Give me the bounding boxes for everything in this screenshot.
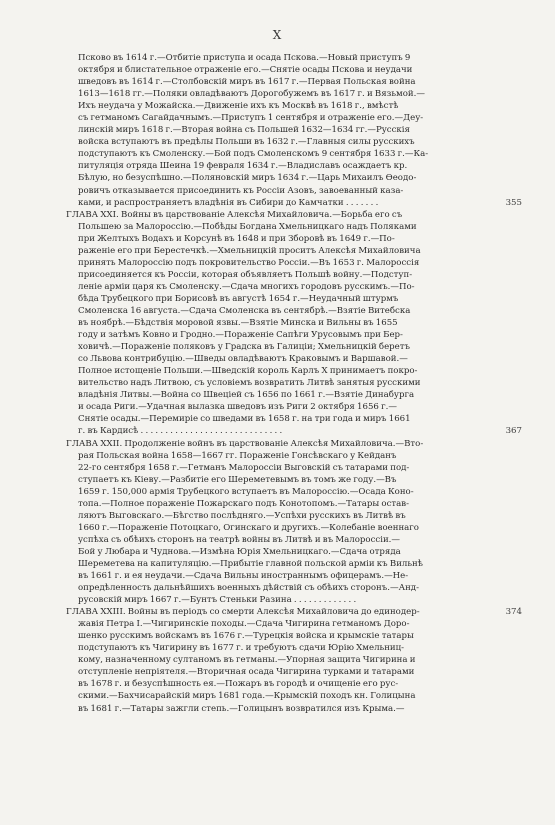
toc-line: 1659 г. 150,000 армія Трубецкого вступаетъ въ Малороссію.—Осада Коно- xyxy=(78,486,414,497)
toc-line: ровичъ отказывается присоединить къ Россіи Азовъ, завоеванный каза- xyxy=(78,185,404,196)
chapter-heading: ГЛАВА XXIII. Войны въ періодъ со смерти Алексѣя Михайловича до единодер- xyxy=(66,607,420,618)
toc-line: Бѣлую, но безуспѣшно.—Поляновскій миръ 1634 г.—Царь Михаилъ Ѳеодо- xyxy=(78,173,417,184)
chapter-heading: ГЛАВА XXI. Войны въ царствованіе Алексѣя Михайловича.—Борьба его съ xyxy=(66,209,403,220)
toc-line: принять Малороссію подъ покровительство Россіи.—Въ 1653 г. Малороссія xyxy=(78,257,420,268)
toc-line: бѣда Трубецкого при Борисовѣ въ августѣ 1654 г.—Неудачный штурмъ xyxy=(78,293,399,304)
toc-line: успѣха съ обѣихъ сторонъ на театрѣ войны въ Литвѣ и въ Малороссіи.— xyxy=(78,534,400,545)
toc-line-last: г. въ Кардисѣ . . . . . . . . . . . . . . . . . . . . . . . . . . . . . xyxy=(78,426,283,437)
toc-line: въ 1661 г. и ея неудачи.—Сдача Вильны иностраннымъ офицерамъ.—Не- xyxy=(78,571,409,582)
toc-line-last: русовскій миръ 1667 г.—Бунтъ Стеньки Разина . . . . . . . . . . . . . xyxy=(78,595,357,606)
toc-line: году и затѣмъ Ковно и Гродно.—Пораженіе Сапѣги Урусовымъ при Бер- xyxy=(78,330,403,341)
toc-line: жавія Петра I.—Чигиринскіе походы.—Сдача Чигирина гетманомъ Доро- xyxy=(78,619,410,630)
toc-line: ступаетъ къ Кіеву.—Разбитіе его Шереметевымъ въ томъ же году.—Въ xyxy=(78,474,397,485)
toc-line: ляютъ Выговскаго.—Бѣгство послѣдняго.—Успѣхи русскихъ въ Литвѣ въ xyxy=(78,510,406,521)
toc-line: подступаютъ къ Смоленску.—Бой подъ Смоленскомъ 9 сентября 1633 г.—Ка- xyxy=(78,149,429,160)
toc-line: вительство надъ Литвою, съ условіемъ возвратить Литвѣ занятыя русскими xyxy=(78,378,421,389)
toc-line: Польшею за Малороссію.—Побѣды Богдана Хмельницкаго надъ Поляками xyxy=(78,221,417,232)
toc-line: 1613—1618 гг.—Поляки овладѣваютъ Дорогобужемъ въ 1617 г. и Вязьмой.— xyxy=(78,89,425,100)
toc-line: въ 1678 г. и безуспѣшность ея.—Пожаръ въ городѣ и очищеніе его рус- xyxy=(78,679,399,690)
toc-line: Смоленска 16 августа.—Сдача Смоленска въ сентябрѣ.—Взятіе Витебска xyxy=(78,305,411,316)
toc-line-last: ками, и распространяетъ владѣнія въ Сибири до Камчатки . . . . . . . xyxy=(78,197,379,208)
toc-line: въ ноябрѣ.—Бѣдствія моровой язвы.—Взятіе Минска и Вильны въ 1655 xyxy=(78,318,398,329)
toc-line: отступленіе непріятеля.—Вторичная осада Чигирина турками и татарами xyxy=(78,667,415,678)
toc-chapter-23 xyxy=(66,606,522,714)
toc-line: въ 1681 г.—Татары зажгли степь.—Голицынъ возвратился изъ Крыма.— xyxy=(78,703,405,714)
toc-line: при Желтыхъ Водахъ и Корсунѣ въ 1648 и при Зборовѣ въ 1649 г.—По- xyxy=(78,233,395,244)
toc-line: рая Польская война 1658—1667 гг. Пораженіе Гонсѣвскаго у Кейданъ xyxy=(78,450,397,461)
toc-chapter-21 xyxy=(66,209,522,438)
toc-line: и осада Риги.—Удачная вылазка шведовъ изъ Риги 2 октября 1656 г.— xyxy=(78,402,397,413)
toc-line: присоединяется къ Россіи, которая объявляетъ Польшѣ войну.—Подступ- xyxy=(78,269,413,280)
table-of-contents xyxy=(66,52,522,715)
toc-line: 22-го сентября 1658 г.—Гетманъ Малороссіи Выговскій съ татарами под- xyxy=(78,462,410,473)
toc-line: октября и блистательное отраженіе его.—Снятіе осады Пскова и неудачи xyxy=(78,65,413,76)
toc-line: 1660 г.—Пораженіе Потоцкаго, Огинскаго и другихъ.—Колебаніе военнаго xyxy=(78,522,419,533)
page-reference: 374 xyxy=(505,607,522,618)
page-number: X xyxy=(272,28,283,42)
toc-line: шведовъ въ 1614 г.—Столбовскій миръ въ 1617 г.—Первая Польская война xyxy=(78,77,416,88)
toc-line: Бой у Любара и Чуднова.—Измѣна Юрія Хмельницкаго.—Сдача отряда xyxy=(78,546,401,557)
toc-line: питуляція отряда Шеина 19 февраля 1634 г.—Владиславъ осаждаетъ кр. xyxy=(78,161,408,172)
toc-line: подступаютъ къ Чигирину въ 1677 г. и требуютъ сдачи Юрію Хмельниц- xyxy=(78,643,405,654)
toc-line: войска вступаютъ въ предѣлы Польши въ 1632 г.—Главныя силы русскихъ xyxy=(78,137,415,148)
toc-line: скими.—Бахчисарайскій миръ 1681 года.—Крымскій походъ кн. Голицына xyxy=(78,691,416,702)
page-reference: 355 xyxy=(505,197,522,208)
toc-line: раженіе его при Берестечкѣ.—Хмельницкій проситъ Алексѣя Михайловича xyxy=(78,245,421,256)
toc-entry-intro xyxy=(78,52,522,209)
toc-line: кому, назначенному султаномъ въ гетманы.—Упорная защита Чигирина и xyxy=(78,655,416,666)
toc-line: Шереметева на капитуляцію.—Прибытіе главной польской арміи къ Вильнѣ xyxy=(78,558,423,569)
toc-line: леніе арміи царя къ Смоленску.—Сдача многихъ городовъ русскимъ.—По- xyxy=(78,281,415,292)
toc-line: съ гетманомъ Сагайдачнымъ.—Приступъ 1 сентября и отраженіе его.—Деу- xyxy=(78,113,424,124)
page-reference: 367 xyxy=(505,426,522,437)
toc-line: ховичѣ.—Пораженіе поляковъ у Градска въ Галиціи; Хмельницкій беретъ xyxy=(78,342,410,353)
toc-line: Полное истощеніе Польши.—Шведскій король Карлъ X принимаетъ покро- xyxy=(78,366,418,377)
toc-line: опредѣленность дальнѣйшихъ военныхъ дѣйствій съ обѣихъ сторонъ.—Анд- xyxy=(78,583,420,594)
toc-line: Псково въ 1614 г.—Отбитіе приступа и осада Пскова.—Новый приступъ 9 xyxy=(78,53,411,63)
toc-line: линскій миръ 1618 г.—Вторая война съ Польшей 1632—1634 гг.—Русскія xyxy=(78,125,410,136)
toc-line: владѣнія Литвы.—Война со Швеціей съ 1656 по 1661 г.—Взятіе Динабурга xyxy=(78,390,415,401)
toc-line: шенко русскимъ войскамъ въ 1676 г.—Турецкія войска и крымскіе татары xyxy=(78,631,414,642)
toc-line: Ихъ неудача у Можайска.—Движеніе ихъ къ Москвѣ въ 1618 г., вмѣстѣ xyxy=(78,101,399,112)
toc-line: топа.—Полное пораженіе Пожарскаго подъ Конотопомъ.—Татары остав- xyxy=(78,498,410,509)
toc-line: со Львова контрибуцію.—Шведы овладѣваютъ Краковымъ и Варшавой.— xyxy=(78,354,408,365)
toc-line: Снятіе осады.—Перемиріе со шведами въ 1658 г. на три года и миръ 1661 xyxy=(78,414,411,425)
chapter-heading: ГЛАВА XXII. Продолженіе войнъ въ царствованіе Алексѣя Михайловича.—Вто- xyxy=(66,438,424,449)
toc-chapter-22 xyxy=(66,438,490,607)
